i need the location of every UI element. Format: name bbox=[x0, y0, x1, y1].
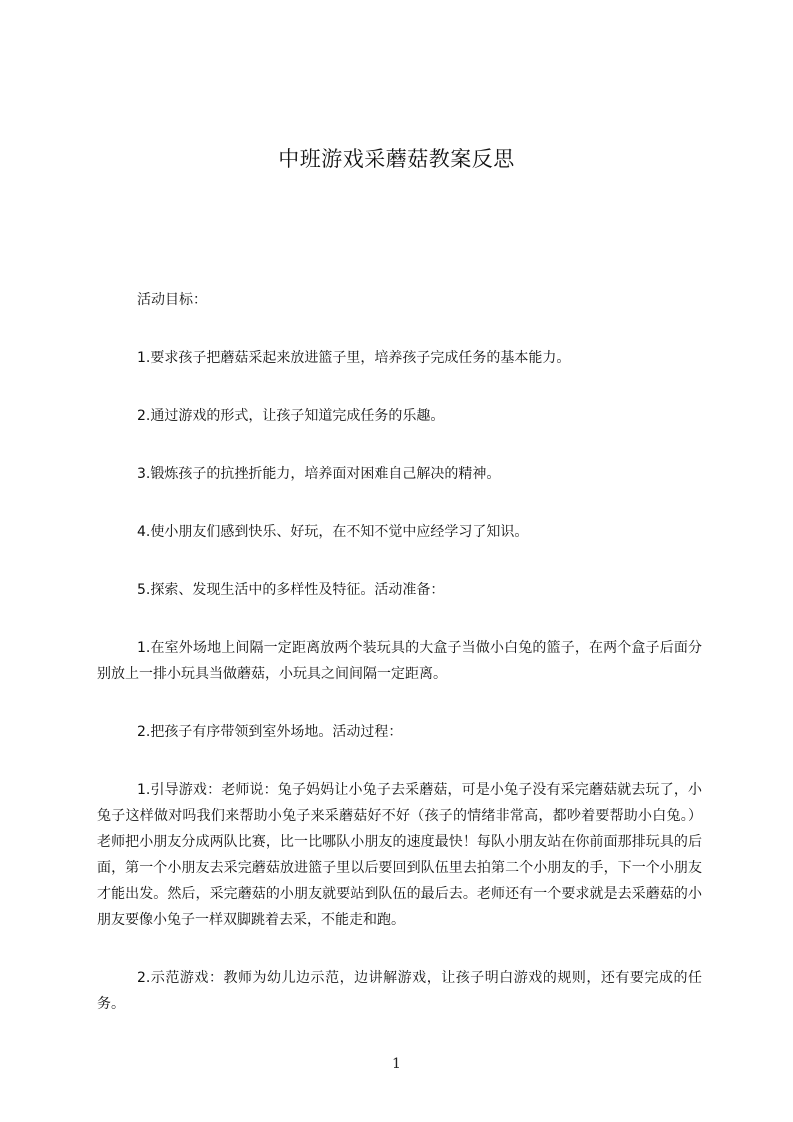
paragraph-process-1: 1.引导游戏：老师说：兔子妈妈让小兔子去采蘑菇，可是小兔子没有采完蘑菇就去玩了，小兔子这样做对吗我们来帮助小兔子来采蘑菇好不好（孩子的情绪非常高，都吵着要帮助小白兔。）老师把小朋友分成两队比赛，比一比哪队小朋友的速度最快！每队小朋友站在你前面那排玩具的后面，第一个小朋友去采完蘑菇放进篮子里以后要回到队伍里去拍第二个小朋友的手，下一个小朋友才能出发。然后，采完蘑菇的小朋友就要站到队伍的最后去。老师还有一个要求就是去采蘑菇的小朋友要像小兔子一样双脚跳着去采，不能走和跑。 bbox=[97, 782, 702, 928]
document-title: 中班游戏采蘑菇教案反思 bbox=[278, 147, 515, 171]
paragraph-objectives-heading: 活动目标： bbox=[137, 292, 207, 308]
paragraph-objective-2: 2.通过游戏的形式，让孩子知道完成任务的乐趣。 bbox=[137, 408, 445, 424]
paragraph-preparation-2: 2.把孩子有序带领到室外场地。活动过程： bbox=[137, 724, 403, 740]
document-body bbox=[97, 287, 702, 1049]
paragraph-objective-1: 1.要求孩子把蘑菇采起来放进篮子里，培养孩子完成任务的基本能力。 bbox=[137, 350, 571, 366]
paragraph-process-2: 2.示范游戏：教师为幼儿边示范，边讲解游戏，让孩子明白游戏的规则，还有要完成的任务。 bbox=[97, 970, 702, 1012]
paragraph-objective-4: 4.使小朋友们感到快乐、好玩，在不知不觉中应经学习了知识。 bbox=[137, 524, 529, 540]
paragraph-preparation-1: 1.在室外场地上间隔一定距离放两个装玩具的大盒子当做小白兔的篮子，在两个盒子后面分别放上一排小玩具当做蘑菇，小玩具之间间隔一定距离。 bbox=[97, 640, 702, 682]
paragraph-objective-5: 5.探索、发现生活中的多样性及特征。活动准备： bbox=[137, 582, 445, 598]
paragraph-objective-3: 3.锻炼孩子的抗挫折能力，培养面对困难自己解决的精神。 bbox=[137, 466, 501, 482]
page-number: 1 bbox=[392, 1056, 401, 1072]
